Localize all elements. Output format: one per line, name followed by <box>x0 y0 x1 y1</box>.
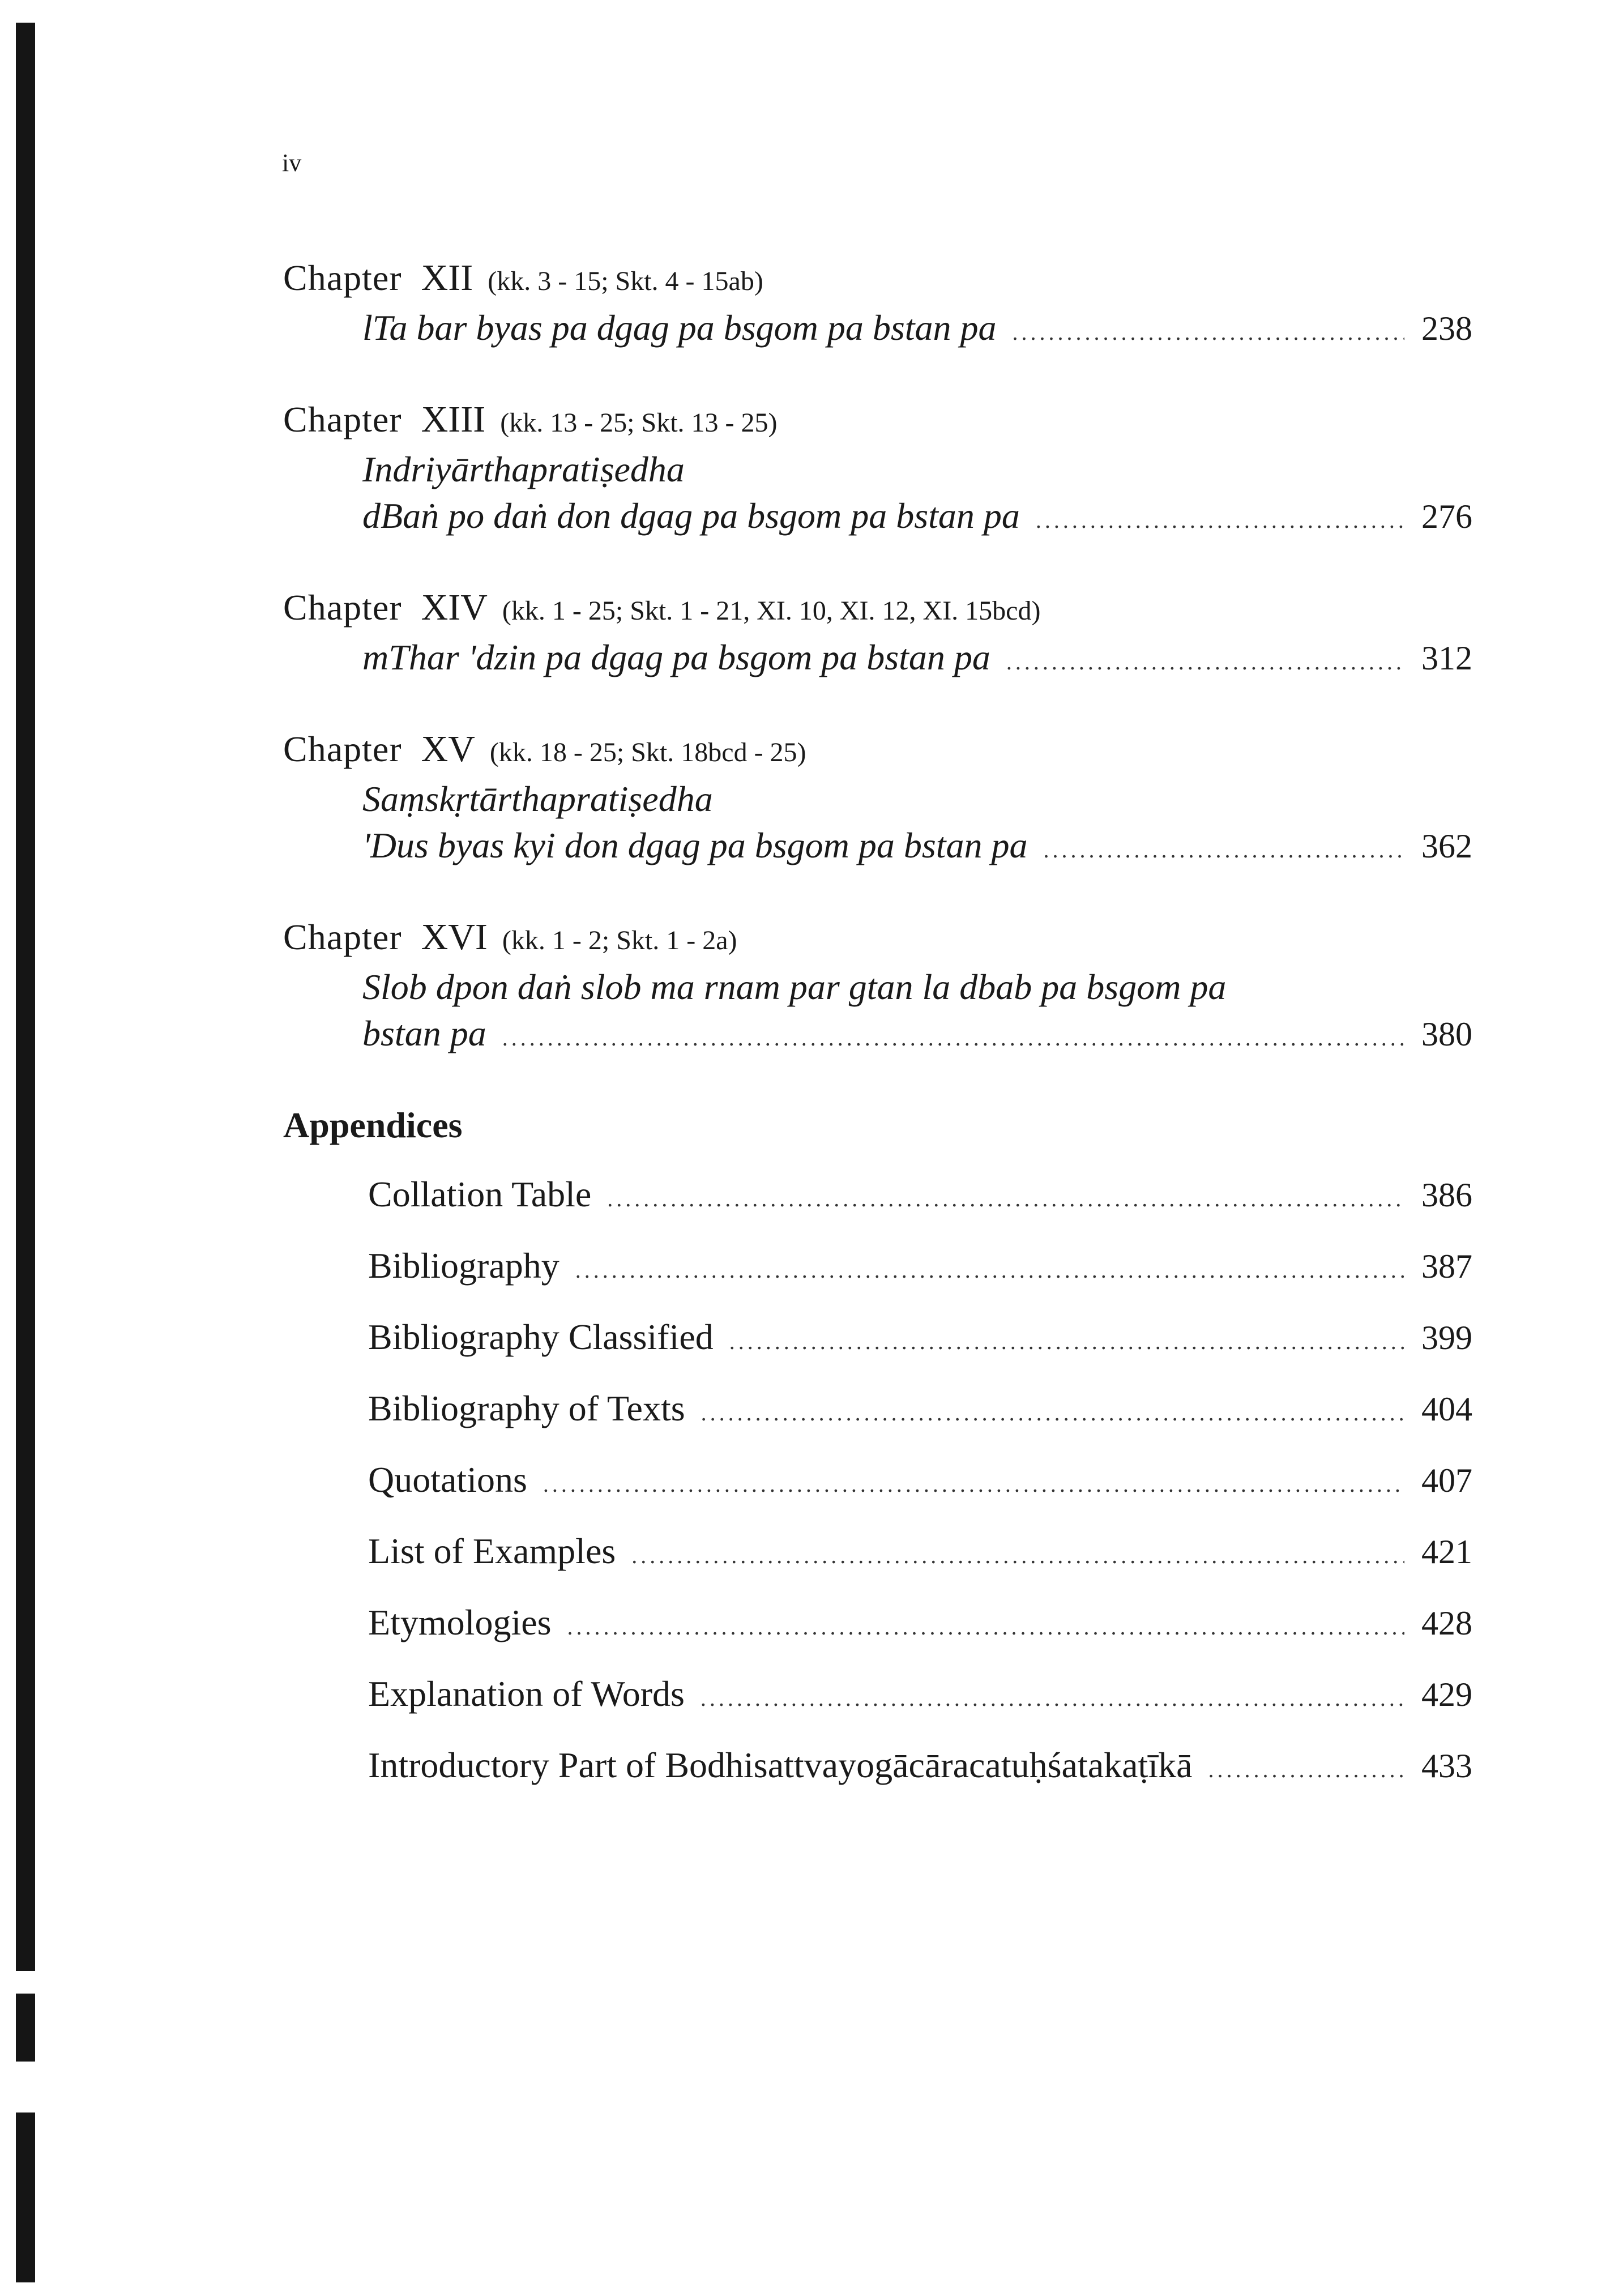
chapter-numeral: XII <box>421 257 473 298</box>
chapter-label: Chapter <box>283 729 402 769</box>
chapter-title: 'Dus byas kyi don dgag pa bsgom pa bstan pa <box>362 825 1028 865</box>
appendix-item[interactable] <box>283 1528 1472 1579</box>
page-ref: 387 <box>1421 1248 1472 1285</box>
page-ref: 404 <box>1421 1390 1472 1428</box>
chapter-title: lTa bar byas pa dgag pa bsgom pa bstan pa <box>362 308 997 348</box>
appendix-label: Bibliography of Texts <box>368 1388 685 1428</box>
dot-leader <box>575 1247 1404 1294</box>
page-ref: 399 <box>1421 1319 1472 1356</box>
page-ref: 276 <box>1421 498 1472 535</box>
dot-leader <box>729 1318 1404 1365</box>
appendices-section <box>283 1102 1472 1793</box>
chapter-label: Chapter <box>283 917 402 957</box>
page-ref: 362 <box>1421 827 1472 865</box>
toc-chapter-entry[interactable] <box>283 914 1472 1061</box>
dot-leader <box>1036 497 1404 544</box>
chapter-label: Chapter <box>283 587 402 628</box>
chapter-title-line <box>283 822 1472 873</box>
chapter-heading <box>283 396 1472 446</box>
chapter-sanskrit-title: Saṃskṛtārthapratiṣedha <box>362 779 713 819</box>
page-ref: 312 <box>1421 639 1472 677</box>
page-ref: 238 <box>1421 310 1472 347</box>
appendix-label: Collation Table <box>368 1174 592 1214</box>
chapter-label: Chapter <box>283 399 402 439</box>
chapter-numeral: XIV <box>421 587 488 628</box>
chapter-heading <box>283 914 1472 964</box>
appendix-item[interactable] <box>283 1243 1472 1294</box>
chapter-title-line <box>283 634 1472 685</box>
toc-chapter-entry[interactable] <box>283 396 1472 544</box>
appendix-label: Introductory Part of Bodhisattvayogācāracatuḥśatakaṭīkā <box>368 1745 1193 1785</box>
chapter-numeral: XVI <box>421 916 488 958</box>
chapter-numeral: XIII <box>421 399 486 440</box>
dot-leader <box>631 1533 1404 1579</box>
chapter-sanskrit-title: Indriyārthapratiṣedha <box>362 449 685 489</box>
dot-leader <box>1044 827 1404 873</box>
dot-leader <box>607 1176 1404 1222</box>
chapter-numeral: XV <box>421 728 475 770</box>
page-ref: 386 <box>1421 1176 1472 1214</box>
chapter-heading <box>283 584 1472 634</box>
appendix-item[interactable] <box>283 1599 1472 1650</box>
appendix-item[interactable] <box>283 1742 1472 1793</box>
appendix-label: Etymologies <box>368 1602 552 1642</box>
appendix-label: Bibliography Classified <box>368 1317 714 1357</box>
page-ref: 380 <box>1421 1015 1472 1053</box>
page-ref: 433 <box>1421 1747 1472 1785</box>
chapter-reference: (kk. 13 - 25; Skt. 13 - 25) <box>500 408 778 438</box>
page-ref: 428 <box>1421 1604 1472 1642</box>
toc-chapter-entry[interactable] <box>283 726 1472 873</box>
appendix-label: Bibliography <box>368 1245 559 1286</box>
chapter-reference: (kk. 1 - 2; Skt. 1 - 2a) <box>502 925 737 955</box>
chapter-title-line <box>283 1010 1472 1061</box>
appendix-item[interactable] <box>283 1171 1472 1222</box>
chapter-heading <box>283 255 1472 305</box>
chapter-reference: (kk. 3 - 15; Skt. 4 - 15ab) <box>488 266 763 296</box>
page-ref: 429 <box>1421 1676 1472 1713</box>
dot-leader <box>1006 639 1404 685</box>
dot-leader <box>1013 309 1404 356</box>
chapter-label: Chapter <box>283 258 402 298</box>
appendix-item[interactable] <box>283 1457 1472 1508</box>
chapter-reference: (kk. 18 - 25; Skt. 18bcd - 25) <box>489 737 806 767</box>
chapter-title-line <box>283 493 1472 544</box>
chapter-title: bstan pa <box>362 1013 486 1053</box>
dot-leader <box>567 1604 1404 1650</box>
toc-chapter-entry[interactable] <box>283 584 1472 685</box>
dot-leader <box>543 1461 1404 1508</box>
chapter-title: dBaṅ po daṅ don dgag pa bsgom pa bstan pa <box>362 496 1020 536</box>
appendix-label: List of Examples <box>368 1531 616 1571</box>
appendix-label: Quotations <box>368 1459 527 1500</box>
page-ref: 421 <box>1421 1533 1472 1571</box>
chapter-title-continued: Slob dpon daṅ slob ma rnam par gtan la dbab pa bsgom pa <box>362 967 1227 1007</box>
table-of-contents <box>283 255 1472 1813</box>
toc-chapter-entry[interactable] <box>283 255 1472 356</box>
dot-leader <box>502 1015 1404 1061</box>
dot-leader <box>701 1390 1404 1436</box>
page-number: iv <box>282 149 302 177</box>
chapter-title: mThar 'dzin pa dgag pa bsgom pa bstan pa <box>362 637 990 677</box>
dot-leader <box>701 1675 1404 1722</box>
appendices-heading: Appendices <box>283 1105 463 1145</box>
chapter-heading <box>283 726 1472 776</box>
scan-edge-bar <box>16 23 35 2282</box>
appendix-item[interactable] <box>283 1314 1472 1365</box>
scan-edge-gap <box>16 1971 35 1994</box>
appendix-label: Explanation of Words <box>368 1674 685 1714</box>
appendix-item[interactable] <box>283 1385 1472 1436</box>
appendix-item[interactable] <box>283 1671 1472 1722</box>
page-ref: 407 <box>1421 1462 1472 1499</box>
scan-edge-gap <box>16 2062 35 2113</box>
chapter-reference: (kk. 1 - 25; Skt. 1 - 21, XI. 10, XI. 12, XI. 15bcd) <box>502 596 1041 626</box>
dot-leader <box>1208 1747 1404 1793</box>
chapter-title-line <box>283 305 1472 356</box>
